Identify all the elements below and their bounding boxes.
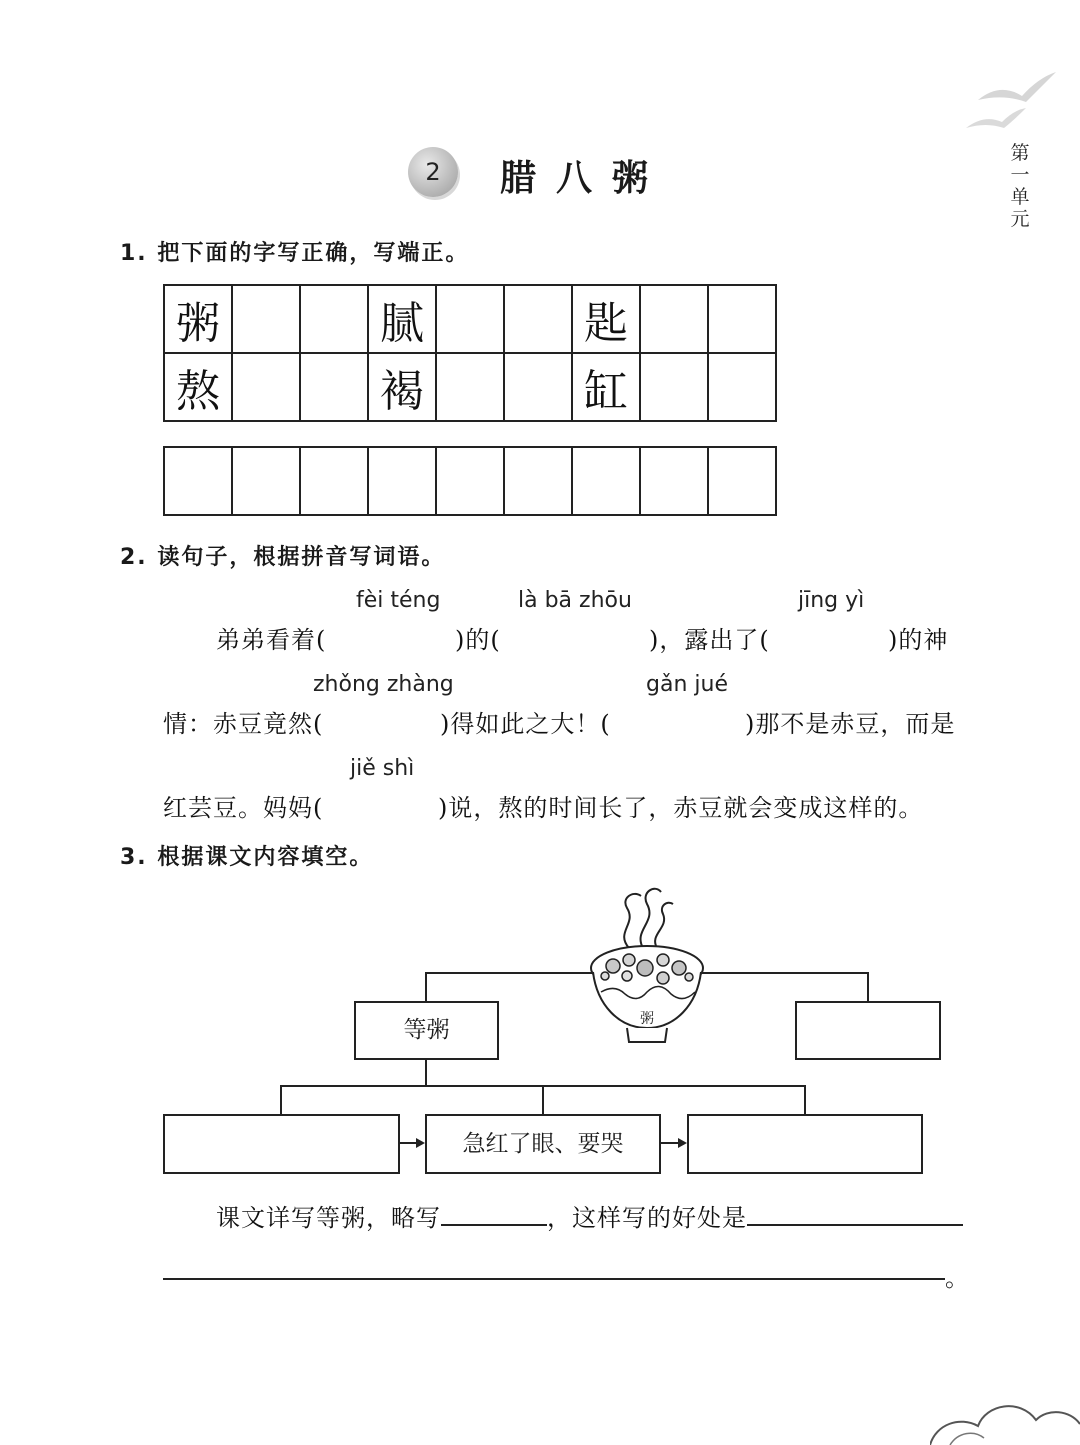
summary-sentence: [216, 1198, 963, 1233]
grid-cell[interactable]: 匙: [572, 285, 640, 353]
pinyin-label: fèi téng: [356, 588, 441, 613]
sentence-fragment: 红芸豆。妈妈(: [163, 794, 324, 822]
grid-cell[interactable]: [436, 447, 504, 515]
sentence-fragment: )说，熬的时间长了，赤豆就会变成这样的。: [438, 794, 924, 822]
summary-text: ，这样写的好处是: [547, 1204, 747, 1232]
cloud-icon: [930, 1390, 1080, 1445]
grid-cell[interactable]: 缸: [572, 353, 640, 421]
sentence-fragment: )的神: [888, 626, 949, 654]
lesson-number-badge: 2: [408, 147, 458, 197]
answer-blank[interactable]: [441, 1224, 547, 1226]
blank-grid: [163, 446, 777, 516]
sentence-fragment: )得如此之大！(: [440, 710, 611, 738]
box-wait-porridge: 等粥: [354, 1001, 499, 1060]
sentence-fragment: )，露出了(: [649, 626, 770, 654]
summary-end-mark: 。: [945, 1264, 970, 1292]
grid-row: [164, 353, 776, 421]
grid-row: [164, 447, 776, 515]
grid-cell[interactable]: [640, 353, 708, 421]
character-grid: [163, 284, 777, 422]
grid-cell[interactable]: [436, 353, 504, 421]
connector-line: [867, 972, 869, 1002]
bowl-label: 粥: [640, 1011, 654, 1027]
unit-label: 第一单元: [1010, 142, 1030, 230]
grid-cell[interactable]: [300, 285, 368, 353]
summary-text: 课文详写等粥，略写: [216, 1204, 441, 1232]
sentence-fragment: )的(: [455, 626, 501, 654]
answer-line[interactable]: [163, 1278, 945, 1280]
pinyin-label: zhǒng zhàng: [313, 672, 454, 697]
arrow-right-icon: [660, 1134, 688, 1152]
pinyin-label: gǎn jué: [646, 672, 728, 697]
bird-icon: [960, 64, 1070, 136]
pinyin-label: jiě shì: [350, 756, 415, 781]
grid-cell[interactable]: 腻: [368, 285, 436, 353]
grid-cell[interactable]: [300, 447, 368, 515]
grid-cell[interactable]: [436, 285, 504, 353]
answer-blank[interactable]: [747, 1224, 963, 1226]
page-title: 腊八粥: [500, 157, 669, 199]
sentence-fragment: 情：赤豆竟然(: [163, 710, 324, 738]
answer-box[interactable]: [163, 1114, 400, 1174]
connector-line: [804, 1085, 806, 1115]
porridge-bowl-icon: [585, 880, 710, 1055]
question-2-heading: 2. 读句子，根据拼音写词语。: [120, 545, 446, 570]
grid-cell[interactable]: [708, 447, 776, 515]
grid-cell[interactable]: [708, 353, 776, 421]
grid-cell[interactable]: [504, 353, 572, 421]
grid-cell[interactable]: [640, 447, 708, 515]
grid-cell[interactable]: [504, 285, 572, 353]
grid-cell[interactable]: [232, 285, 300, 353]
grid-cell[interactable]: [640, 285, 708, 353]
arrow-right-icon: [398, 1134, 426, 1152]
connector-line: [425, 972, 427, 1002]
connector-line: [542, 1085, 544, 1115]
answer-box[interactable]: [687, 1114, 923, 1174]
grid-cell[interactable]: 褐: [368, 353, 436, 421]
grid-cell[interactable]: [164, 447, 232, 515]
pinyin-label: jīng yì: [798, 588, 865, 613]
question-3-heading: 3. 根据课文内容填空。: [120, 845, 374, 870]
answer-box[interactable]: [795, 1001, 941, 1060]
sentence-fragment: )那不是赤豆，而是: [745, 710, 956, 738]
grid-cell[interactable]: [368, 447, 436, 515]
grid-cell[interactable]: [300, 353, 368, 421]
grid-row: [164, 285, 776, 353]
pinyin-label: là bā zhōu: [518, 588, 632, 613]
question-1-heading: 1. 把下面的字写正确，写端正。: [120, 241, 470, 266]
sentence-fragment: 弟弟看着(: [216, 626, 327, 654]
connector-line: [280, 1085, 282, 1115]
grid-cell[interactable]: [504, 447, 572, 515]
box-eager-cry: 急红了眼、要哭: [425, 1114, 661, 1174]
connector-line: [425, 1058, 427, 1086]
grid-cell[interactable]: [572, 447, 640, 515]
grid-cell[interactable]: 粥: [164, 285, 232, 353]
grid-cell[interactable]: [232, 447, 300, 515]
grid-cell[interactable]: [232, 353, 300, 421]
grid-cell[interactable]: 熬: [164, 353, 232, 421]
grid-cell[interactable]: [708, 285, 776, 353]
